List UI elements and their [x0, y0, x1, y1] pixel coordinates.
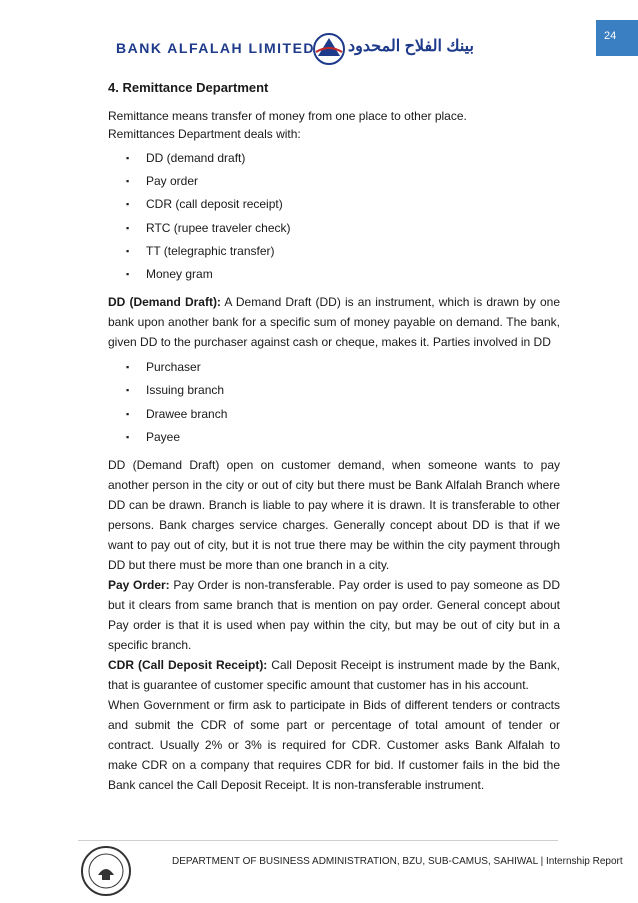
section-title: 4. Remittance Department: [108, 80, 269, 95]
bank-name-arabic: بينك الفلاح المحدود: [348, 38, 474, 55]
pay-order-paragraph: [108, 575, 560, 655]
page-number-badge: [596, 20, 638, 56]
cdr-text: Call Deposit Receipt is instrument made by the Bank, that is guarantee of customer specific amount that customer has in his account.: [108, 658, 560, 693]
bank-logo-icon: [312, 32, 346, 66]
cdr-paragraph: [108, 655, 560, 695]
dd-paragraph: DD (Demand Draft) open on customer demand, when someone wants to pay another person in the city or out of city but there must be Bank Alfalah Branch where DD can be drawn. Branch is liable to pay where it is drawn. It is transferable to other persons. Bank charges service charges. Generally concept about DD is that if we want to pay out of city, but it is not true there may be within the city payment through DD but there must be more than one branch in a city.: [108, 458, 560, 573]
page-body: [108, 80, 560, 795]
list-item: ▪ TT (telegraphic transfer): [108, 240, 560, 263]
list-item: ▪ Issuing branch: [108, 379, 560, 402]
list-item: ▪ Purchaser: [108, 356, 560, 379]
list-item: ▪ DD (demand draft): [108, 147, 560, 170]
footer-divider: [78, 840, 558, 841]
list-item: ▪ CDR (call deposit receipt): [108, 193, 560, 216]
list-item: ▪ RTC (rupee traveler check): [108, 217, 560, 240]
dd-definition: [108, 292, 560, 352]
remittance-types-list: [108, 147, 560, 286]
dd-term: DD (Demand Draft):: [108, 295, 221, 310]
list-item: ▪ Pay order: [108, 170, 560, 193]
bank-header: [78, 32, 558, 72]
dd-text: A Demand Draft (DD) is an instrument, which is drawn by one bank upon another bank for a specific sum of money payable on demand. The bank, given DD to the purchaser against cash or cheque, makes it. Parties involved in DD: [108, 295, 560, 350]
list-item: ▪ Money gram: [108, 263, 560, 286]
page-number: 24: [604, 30, 617, 42]
cdr-paragraph-2: When Government or firm ask to participate in Bids of different tenders or contracts and submit the CDR of some part or percentage of total amount of tender or contract. Usually 2% or 3% is required for CDR. Customer asks Bank Alfalah to make CDR on a company that requires CDR for bid. If customer fails in the bid the Bank cancel the Call Deposit Receipt. It is non-transferable instrument.: [108, 698, 560, 793]
footer-text: DEPARTMENT OF BUSINESS ADMINISTRATION, BZU, SUB-CAMUS, SAHIWAL | Internship Report: [172, 856, 623, 867]
list-item: ▪ Payee: [108, 426, 560, 449]
university-seal-icon: [80, 845, 132, 897]
dd-parties-list: [108, 356, 560, 449]
bank-name: BANK ALFALAH LIMITED: [116, 40, 316, 56]
intro-line: Remittances Department deals with:: [108, 127, 301, 141]
cdr-term: CDR (Call Deposit Receipt):: [108, 658, 268, 673]
list-item: ▪ Drawee branch: [108, 403, 560, 426]
pay-order-text: Pay Order is non-transferable. Pay order is used to pay someone as DD but it clears from same branch that is mention on pay order. General concept about Pay order is that it is used when pay within the city, but may be out of city but in a specific branch.: [108, 578, 561, 653]
intro-line: Remittance means transfer of money from one place to other place.: [108, 109, 467, 123]
pay-order-term: Pay Order:: [108, 578, 170, 593]
